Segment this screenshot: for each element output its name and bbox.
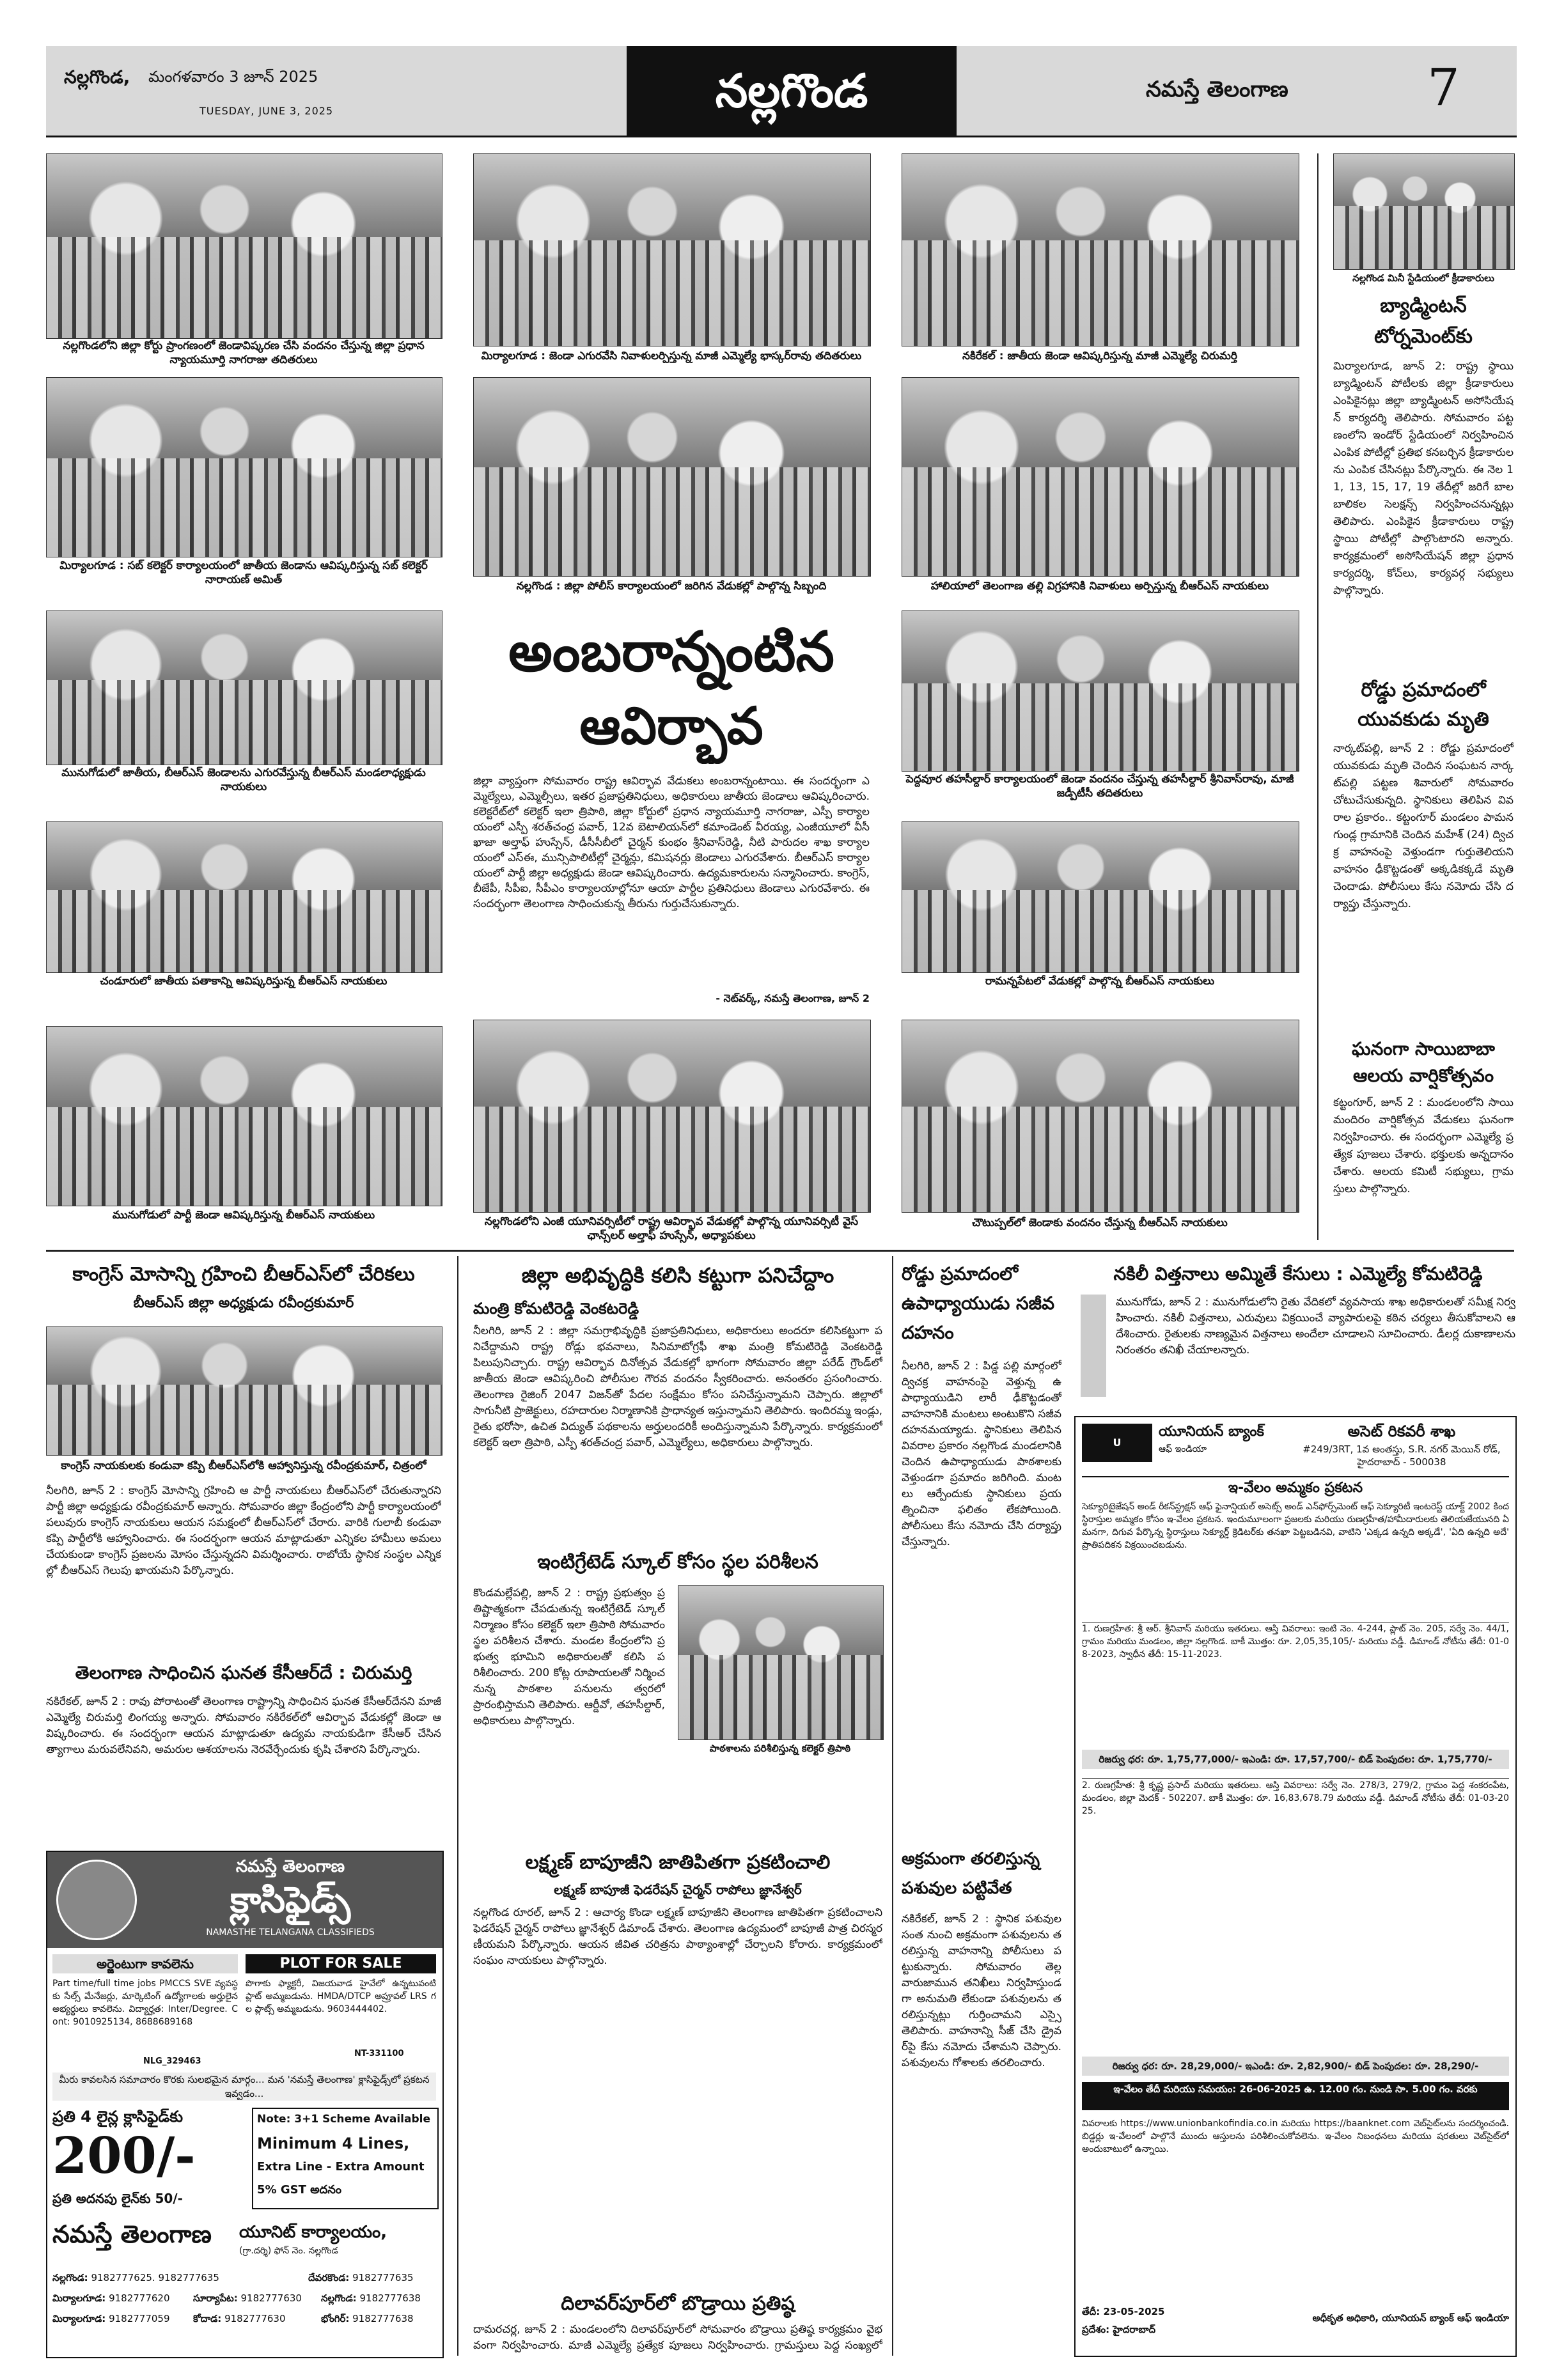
contact-city: మిర్యాలగూడ: — [52, 2313, 106, 2324]
photo-caption: నల్లగొండ మినీ స్టేడియంలో క్రీడాకారులు — [1352, 272, 1494, 284]
photo-munugodu-party — [46, 1026, 442, 1206]
classified-office-sub: (గ్రా.దర్శి) ఫోన్ నెం. నల్లగొండ — [239, 2246, 338, 2256]
masthead-date-en: TUESDAY, JUNE 3, 2025 — [200, 105, 334, 117]
photo-caption: నకిరేకల్ : జాతీయ జెండా ఆవిష్కరిస్తున్న మాజీ ఎమ్మెల్యే చిరుమర్తి — [962, 350, 1237, 362]
classified-strip: మీరు కావలసిన సమాచారం కొరకు సులభమైన మార్గం... మన 'నమస్తే తెలంగాణ' క్లాసిఫైడ్స్‌లో ప్రకటన ఇవ్వడం... — [52, 2073, 436, 2101]
classified-note-1: Note: 3+1 Scheme Available — [257, 2113, 430, 2126]
photo-ramannapeta — [902, 821, 1299, 973]
lead-byline: - నెట్‌వర్క్, నమస్తే తెలంగాణ, జూన్ 2 — [716, 992, 870, 1004]
classified-col2-body: పొగాకు ఫ్యాక్టరీ, విజయవాడ హైవేలో ఉన్నటువంటి ప్లాట్ అమ్మబడును. HMDA/DTCP అప్రూవల్ LRS గల ప్లాట్స్ అమ్మబడును. 9603444402. — [246, 1979, 436, 2014]
story-subheading: మంత్రి కోమటిరెడ్డి వెంకటరెడ్డి — [473, 1300, 639, 1318]
contact-phone: 9182777635 — [352, 2272, 414, 2283]
contact-phone: 9182777630 — [224, 2313, 286, 2324]
section-divider — [46, 1250, 1514, 1252]
photo-peddavura — [902, 611, 1299, 772]
lead-headline-1: అంబరాన్నంటిన — [508, 619, 834, 684]
accident-heading-2: యువకుడు మృతి — [1357, 708, 1489, 731]
story-body: నీలగిరి, జూన్ 2 : జిల్లా సమగ్రాభివృద్ధికి ప్రజాప్రతినిధులు, అధికారులు అందరూ కలిసికట్టుగా పనిచేద్దామని రాష్ట్ర రోడ్లు భవనాలు, సినిమాటోగ్రఫీ శాఖ మంత్రి కోమటిరెడ్డి వెంకటరెడ్డి పిలుపునిచ్చారు. రాష్ట్ర ఆవిర్భావ దినోత్సవ వేడుకల్లో భాగంగా సోమవారం జిల్లా పరేడ్ గ్రౌండ్‌లో జాతీయ జెండా ఆవిష్కరించి పోలీసుల గౌరవ వందనం స్వీకరించారు. అనంతరం ప్రసంగించారు. తెలంగాణ రైజింగ్ 2047 విజన్‌తో పేదల సంక్షేమం కోసం పనిచేస్తున్నామని చెప్పారు. జిల్లాలో సాగునీటి ప్రాజెక్టులు, రహదారుల నిర్మాణానికి ప్రాధాన్యత ఇస్తున్నామని తెలిపారు. ఇందిరమ్మ ఇండ్లు, రైతు భరోసా, ఉచిత విద్యుత్ పథకాలను అర్హులందరికీ అందిస్తున్నామని పేర్కొన్నారు. కార్యక్రమంలో కలెక్టర్ ఇలా త్రిపాఠి, ఎస్పీ శరత్‌చంద్ర పవార్, ఎమ్మెల్యేలు, అధికారులు పాల్గొన్నారు. — [473, 1325, 882, 1449]
photo-caption: మునుగోడులో జాతీయ, బీఆర్ఎస్ జెండాలను ఎగురవేస్తున్న బీఆర్ఎస్ మండలాధ్యక్షుడు నాయకులు — [61, 766, 426, 793]
classified-logo-seal — [56, 1860, 137, 1940]
contact-row — [321, 2308, 414, 2329]
contact-phone: 9182777638 — [352, 2313, 414, 2324]
bank-sub: ఆఫ్ ఇండియా — [1159, 1444, 1207, 1454]
classified-price: 200/- — [52, 2127, 196, 2185]
contact-row — [321, 2288, 421, 2308]
classified-office-label: యూనిట్ కార్యాలయం, — [239, 2223, 387, 2242]
story-body: దామరచర్ల, జూన్ 2 : మండలంలోని దిలావర్‌పూర్‌లో సోమవారం బొడ్రాయి ప్రతిష్ఠ కార్యక్రమం వైభవంగా నిర్వహించారు. మాజీ ఎమ్మెల్యే ప్రత్యేక పూజలు నిర్వహించారు. గ్రామస్తులు పెద్ద సంఖ్యలో — [473, 2323, 882, 2352]
photo-nakrekal — [902, 153, 1299, 346]
sport-body: మిర్యాలగూడ, జూన్ 2: రాష్ట్ర స్థాయి బ్యాడ్మింటన్ పోటీలకు జిల్లా క్రీడాకారులు ఎంపికైనట్లు జిల్లా బ్యాడ్మింటన్ అసోసియేషన్ కార్యదర్శి తెలిపారు. సోమవారం పట్టణంలోని ఇండోర్ స్టేడియంలో నిర్వహించిన ఎంపిక పోటీల్లో ప్రతిభ కనబర్చిన క్రీడాకారులను ఎంపిక చేసినట్లు పేర్కొన్నారు. ఈ నెల 11, 13, 15, 17, 19 తేదీల్లో జరిగే బాలబాలికల సెలక్షన్స్ నిర్వహించనున్నట్లు తెలిపారు. ఎంపికైన క్రీడాకారులు రాష్ట్ర స్థాయి పోటీల్లో పాల్గొంటారని అన్నారు. కార్యక్రమంలో అసోసియేషన్ జిల్లా ప్రధాన కార్యదర్శి, కోచ్‌లు, కార్యవర్గ సభ్యులు పాల్గొన్నారు. — [1333, 360, 1514, 597]
contact-city: కోదాడ: — [193, 2313, 222, 2324]
story-body: కొండమల్లేపల్లి, జూన్ 2 : రాష్ట్ర ప్రభుత్వం ప్రతిష్టాత్మకంగా చేపడుతున్న ఇంటిగ్రేటెడ్ స్కూల్ నిర్మాణం కోసం కలెక్టర్ ఇలా త్రిపాఠి సోమవారం స్థల పరిశీలన చేశారు. మండల కేంద్రంలోని ప్రభుత్వ భూమిని అధికారులతో కలిసి పరిశీలించారు. 200 కోట్ల రూపాయలతో నిర్మించనున్న పాఠశాల పనులను త్వరలో ప్రారంభిస్తామని తెలిపారు. ఆర్డీవో, తహసీల్దార్, అధికారులు పాల్గొన్నారు. — [473, 1587, 665, 1727]
notice-sign-place: ప్రదేశం: హైదరాబాద్ — [1082, 2324, 1156, 2335]
classified-col2-code: NT-331100 — [354, 2049, 404, 2058]
notice-sign-date: తేదీ: 23-05-2025 — [1082, 2306, 1165, 2317]
photo-miryalaguda — [473, 153, 871, 346]
masthead-city: నల్లగొండ, — [64, 66, 130, 88]
notice-item-1-reserve: రిజర్వు ధర: రూ. 1,75,77,000/- ఇఎండి: రూ. 17,57,700/- బిడ్ పెంపుదల: రూ. 1,75,770/- — [1082, 1750, 1509, 1769]
photo-caption: నల్లగొండ : జిల్లా పోలీస్ కార్యాలయంలో జరిగిన వేడుకల్లో పాల్గొన్న సిబ్బంది — [516, 580, 827, 593]
temple-heading-1: ఘనంగా సాయిబాబా — [1352, 1038, 1495, 1059]
photo-caption: మిర్యాలగూడ : సబ్ కలెక్టర్ కార్యాలయంలో జాతీయ జెండాను ఆవిష్కరిస్తున్న సబ్ కలెక్టర్ నారాయణ్ అమిత్ — [59, 559, 428, 586]
photo-caption: కాంగ్రెస్ నాయకులకు కండువా కప్పి బీఆర్ఎస్‌లోకి ఆహ్వానిస్తున్న రవీంద్రకుమార్, చిత్రంలో — [61, 1459, 426, 1472]
story-heading: లక్ష్మణ్ బాపూజీని జాతిపితగా ప్రకటించాలి — [525, 1851, 831, 1874]
story-body: నల్లగొండ రూరల్, జూన్ 2 : ఆచార్య కొండా లక్ష్మణ్ బాపూజీని తెలంగాణ జాతిపితగా ప్రకటించాలని ఫెడరేషన్ చైర్మన్ రాపోలు జ్ఞానేశ్వర్ డిమాండ్ చేశారు. తెలంగాణ ఉద్యమంలో బాపూజీ పాత్ర చిరస్మరణీయమని పేర్కొన్నారు. ఆయన జీవిత చరిత్రను పాఠ్యాంశాల్లో చేర్చాలని కోరారు. కార్యక్రమంలో సంఘం నాయకులు పాల్గొన్నారు. — [473, 1906, 882, 1967]
contact-row — [52, 2308, 170, 2329]
photo-caption: రామన్నపేటలో వేడుకల్లో పాల్గొన్న బీఆర్ఎస్ నాయకులు — [985, 975, 1215, 988]
photo-caption: హాలియాలో తెలంగాణ తల్లి విగ్రహానికి నివాళులు అర్పిస్తున్న బీఆర్ఎస్ నాయకులు — [930, 580, 1269, 593]
branch-title: అసెట్ రికవరీ శాఖ — [1347, 1422, 1456, 1440]
story-subheading: లక్ష్మణ్ బాపూజీ ఫెడరేషన్ చైర్మన్ రాపోలు జ్ఞానేశ్వర్ — [554, 1882, 802, 1897]
notice-item-1: 1. రుణగ్రహీత: శ్రీ ఆర్. శ్రీనివాస్ మరియు ఇతరులు. ఆస్తి వివరాలు: ఇంటి నెం. 4-244, ప్లాట్ నెం. 205, సర్వే నెం. 44/1, గ్రామం మరియు మండలం, జిల్లా నల్లగొండ. బాకీ మొత్తం: రూ. 2,05,35,105/- మరియు వడ్డీ. డిమాండ్ నోటీసు తేదీ: 01-08-2023, స్వాధీన తేదీ: 15-11-2023. — [1082, 1622, 1509, 1744]
column-divider — [457, 1256, 458, 2356]
story-body: మునుగోడు, జూన్ 2 : మునుగోడులోని రైతు వేదికలో వ్యవసాయ శాఖ అధికారులతో సమీక్ష నిర్వహించారు. నకిలీ విత్తనాలు, ఎరువులు విక్రయించే వ్యాపారులపై కఠిన చర్యలు తీసుకోవాలని ఆదేశించారు. రైతులకు నాణ్యమైన విత్తనాలు అందేలా చూడాలని సూచించారు. డీలర్ల దుకాణాలను నిరంతరం తనిఖీ చేయాలన్నారు. — [1116, 1296, 1515, 1357]
lead-body: జిల్లా వ్యాప్తంగా సోమవారం రాష్ట్ర ఆవిర్భావ వేడుకలు అంబరాన్నంటాయి. ఈ సందర్భంగా ఎమ్మెల్యేలు, ఎమ్మెల్సీలు, ఇతర ప్రజాప్రతినిధులు, అధికారులు జాతీయ జెండాలు ఆవిష్కరించారు. కలెక్టరేట్‌లో కలెక్టర్ ఇలా త్రిపాఠి, జిల్లా కోర్టులో ప్రధాన న్యాయమూర్తి నాగరాజు, ఎస్పీ కార్యాలయంలో ఎస్పీ శరత్‌చంద్ర పవార్, 12వ బెటాలియన్‌లో కమాండెంట్ వీరయ్య, ఎంజీయూలో వీసీ ఖాజా అల్తాఫ్ హుస్సేన్, డీసీసీబీలో చైర్మన్ కుంభం శ్రీనివాస్‌రెడ్డి, నీటి పారుదల శాఖ కార్యాలయంలో ఎస్‌ఈ, మున్సిపాలిటీల్లో చైర్మన్లు, కమిషనర్లు జెండాలు ఎగురవేశారు. బీఆర్ఎస్ కార్యాలయంలో పార్టీ జిల్లా అధ్యక్షుడు జెండా ఆవిష్కరించారు. ఉద్యమకారులను సన్మానించారు. కాంగ్రెస్, బీజేపీ, సీపీఐ, సీపీఎం కార్యాలయాల్లోనూ ఆయా పార్టీల ప్రతినిధులు జెండాలు ఎగురవేశారు. ఈ సందర్భంగా తెలంగాణ సాధించుకున్న తీరును గుర్తుచేసుకున్నారు. — [473, 775, 870, 910]
temple-body: కట్టంగూర్, జూన్ 2 : మండలంలోని సాయి మందిరం వార్షికోత్సవ వేడుకలు ఘనంగా నిర్వహించారు. ఈ సందర్భంగా ఎమ్మెల్యే ప్రత్యేక పూజలు చేశారు. భక్తులకు అన్నదానం చేశారు. ఆలయ కమిటీ సభ్యులు, గ్రామస్తులు పాల్గొన్నారు. — [1333, 1096, 1514, 1195]
story-heading: దిలావర్‌పూర్‌లో బొడ్రాయి ప్రతిష్ఠ — [561, 2292, 795, 2315]
page-number: 7 — [1427, 58, 1460, 117]
story-body: నీలగిరి, జూన్ 2 : పిడ్డ పల్లి మార్గంలో ద్విచక్ర వాహనంపై వెళ్తున్న ఉపాధ్యాయుడిని లారీ ఢీకొట్టడంతో వాహనానికి మంటలు అంటుకొని సజీవ దహనమయ్యాడు. స్థానికులు తెలిపిన వివరాల ప్రకారం నల్లగొండ మండలానికి చెందిన ఉపాధ్యాయుడు పాఠశాలకు వెళ్తుండగా ప్రమాదం జరిగింది. మంటలు ఆర్పేందుకు స్థానికులు ప్రయత్నించినా ఫలితం లేకపోయింది. పోలీసులు కేసు నమోదు చేసి దర్యాప్తు చేస్తున్నారు. — [902, 1360, 1061, 1548]
photo-chandur — [46, 821, 442, 973]
photo-caption: మునుగోడులో పార్టీ జెండా ఆవిష్కరిస్తున్న బీఆర్ఎస్ నాయకులు — [112, 1209, 375, 1222]
story-heading: నకిలీ విత్తనాలు అమ్మితే కేసులు : ఎమ్మెల్యే కోమటిరెడ్డి — [1113, 1263, 1483, 1284]
contact-row — [52, 2288, 170, 2308]
column-divider — [1317, 153, 1318, 1240]
photo-joining — [46, 1326, 442, 1456]
story-heading: రోడ్డు ప్రమాదంలో ఉపాధ్యాయుడు సజీవ దహనం — [902, 1263, 1055, 1343]
photo-caption: చండూరులో జాతీయ పతాకాన్ని ఆవిష్కరిస్తున్న బీఆర్ఎస్ నాయకులు — [100, 975, 387, 988]
contact-phone: 9182777638 — [359, 2292, 421, 2304]
lead-headline-2: ఆవిర్భావ — [579, 696, 763, 756]
photo-caption: పెద్దవూర తహసీల్దార్ కార్యాలయంలో జెండా వందనం చేస్తున్న తహసీల్దార్ శ్రీనివాస్‌రావు, మాజీ జడ్పీటీసీ తదితరులు — [905, 773, 1294, 800]
photo-court-flag — [46, 153, 442, 339]
contact-city: సూర్యాపేట: — [193, 2292, 238, 2304]
contact-phone: 9182777630 — [240, 2292, 302, 2304]
classified-extra-line: ప్రతి అదనపు లైన్‌కు 50/- — [52, 2191, 183, 2206]
sport-heading: బ్యాడ్మింటన్ టోర్నమెంట్‌కు — [1374, 295, 1473, 348]
paper-name: నమస్తే తెలంగాణ — [1146, 77, 1288, 102]
story-heading: ఇంటిగ్రేటెడ్ స్కూల్ కోసం స్థల పరిశీలన — [537, 1551, 818, 1573]
contact-city: నల్లగొండ: — [52, 2272, 88, 2283]
story-heading: అక్రమంగా తరలిస్తున్న పశువుల పట్టివేత — [902, 1849, 1040, 1898]
photo-caption: మిర్యాలగూడ : జెండా ఎగురవేసి నివాళులర్పిస్తున్న మాజీ ఎమ్మెల్యే భాస్కర్‌రావు తదితరులు — [481, 350, 862, 362]
accident-heading-1: రోడ్డు ప్రమాదంలో — [1361, 679, 1486, 701]
classified-banner — [47, 1852, 442, 1948]
photo-school-site — [678, 1585, 884, 1740]
classified-title: క్లాసిఫైడ్స్ — [230, 1879, 351, 1921]
classified-note-2: Minimum 4 Lines, — [257, 2135, 410, 2152]
photo-choutuppal — [902, 1020, 1299, 1213]
contact-phone: 9182777059 — [109, 2313, 170, 2324]
photo-caption: నల్లగొండలోని జిల్లా కోర్టు ప్రాంగణంలో జెండావిష్కరణ చేసి వందనం చేస్తున్న జిల్లా ప్రధాన న్యాయమూర్తి నాగరాజు తదితరులు — [63, 339, 425, 366]
story-subheading: బీఆర్ఎస్ జిల్లా అధ్యక్షుడు రవీంద్రకుమార్ — [133, 1295, 354, 1311]
contact-city: దేవరకొండ: — [308, 2272, 350, 2283]
classified-note-3: Extra Line - Extra Amount — [257, 2160, 425, 2174]
photo-munugodu-flags — [46, 611, 442, 765]
contact-row — [193, 2308, 286, 2329]
notice-item-2-reserve: రిజర్వు ధర: రూ. 28,29,000/- ఇఎండి: రూ. 2,82,900/- బిడ్ పెంపుదల: రూ. 28,290/- — [1082, 2057, 1509, 2076]
classified-contacts — [52, 2267, 436, 2351]
photo-police-office — [473, 377, 871, 577]
story-body: నకిరేకల్, జూన్ 2 : స్థానిక పశువుల సంత నుంచి అక్రమంగా పశువులను తరలిస్తున్న వాహనాన్ని పోలీసులు పట్టుకున్నారు. సోమవారం తెల్లవారుజామున తనిఖీలు నిర్వహిస్తుండగా అనుమతి లేకుండా పశువులను తరలిస్తున్నట్లు గుర్తించామని ఎస్సై తెలిపారు. వాహనాన్ని సీజ్ చేసి డ్రైవర్‌పై కేసు నమోదు చేశామని చెప్పారు. పశువులను గోశాలకు తరలించారు. — [902, 1913, 1061, 2069]
masthead-date-te: మంగళవారం 3 జూన్ 2025 — [148, 68, 318, 86]
bank-notice — [1074, 1416, 1517, 2357]
photo-caption: చౌటుప్పల్‌లో జెండాకు వందనం చేస్తున్న బీఆర్ఎస్ నాయకులు — [972, 1217, 1228, 1229]
classified-office-brand: నమస్తే తెలంగాణ — [52, 2220, 212, 2248]
classified-col1-code: NLG_329463 — [143, 2057, 201, 2066]
story-body: నీలగిరి, జూన్ 2 : కాంగ్రెస్ మోసాన్ని గ్రహించి ఆ పార్టీ నాయకులు బీఆర్ఎస్‌లో చేరుతున్నారని పార్టీ జిల్లా అధ్యక్షుడు రవీంద్రకుమార్ అన్నారు. సోమవారం జిల్లా కేంద్రంలోని పార్టీ కార్యాలయంలో పలువురు కాంగ్రెస్ నాయకులు ఆయన సమక్షంలో బీఆర్ఎస్‌లో చేరారు. వారికి గులాబీ కండువా కప్పి పార్టీలోకి ఆహ్వానించారు. ఈ సందర్భంగా ఆయన మాట్లాడుతూ ఎన్నికల హామీలు అమలు చేయకుండా కాంగ్రెస్ ప్రజలను మోసం చేస్తున్నదని విమర్శించారు. రాబోయే స్థానిక సంస్థల ఎన్నికల్లో బీఆర్ఎస్ గెలుపు ఖాయమని పేర్కొన్నారు. — [46, 1484, 441, 1577]
photo-sports-players — [1333, 153, 1515, 270]
story-body: నకిరేకల్, జూన్ 2 : రావు పోరాటంతో తెలంగాణ రాష్ట్రాన్ని సాధించిన ఘనత కేసీఆర్‌దేనని మాజీ ఎమ్మెల్యే చిరుమర్తి లింగయ్య అన్నారు. సోమవారం నకిరేకల్‌లో ఆవిర్భావ వేడుకల్లో జెండా ఆవిష్కరించారు. ఈ సందర్భంగా ఆయన మాట్లాడుతూ ఉద్యమ నాయకుడిగా కేసీఆర్ చేసిన త్యాగాలు మరువలేనివని, అమరుల ఆశయాలను నెరవేర్చేందుకు కృషి చేశారని పేర్కొన్నారు. — [46, 1695, 441, 1756]
notice-intro: సెక్యూరిటైజేషన్ అండ్ రీకన్‌స్ట్రక్షన్ ఆఫ్ ఫైనాన్షియల్ అసెట్స్ అండ్ ఎన్‌ఫోర్స్‌మెంట్ ఆఫ్ సెక్యూరిటీ ఇంటరెస్ట్ యాక్ట్ 2002 కింద స్థిరాస్తుల అమ్మకం కోసం ఇ-వేలం ప్రకటన. ఇందుమూలంగా ప్రజలకు మరియు రుణగ్రహీత/హామీదారులకు తెలియజేయునది ఏమనగా, దిగువ పేర్కొన్న స్థిరాస్తులు సెక్యూర్డ్ క్రెడిటర్‌కు తనఖా పెట్టబడినవి, వాటిని 'ఎక్కడ ఉన్నది అక్కడే', 'ఏది ఉన్నది అదే' ప్రాతిపదికన విక్రయించబడును. — [1082, 1502, 1509, 1550]
photo-caption: పాఠశాలను పరిశీలిస్తున్న కలెక్టర్ త్రిపాఠి — [709, 1743, 851, 1754]
contact-city: మిర్యాలగూడ: — [52, 2292, 106, 2304]
story-quote-block — [1081, 1295, 1106, 1397]
contact-city: భోంగిర్: — [321, 2313, 350, 2324]
contact-row — [308, 2267, 414, 2288]
contact-row — [193, 2288, 302, 2308]
column-divider — [892, 1256, 893, 2356]
classified-col1-body: Part time/full time jobs PMCCS SVE వ్యవస్థకు సేల్స్ మేనేజర్లు, మార్కెటింగ్ ఉద్యోగాలకు అర్హులైన అభ్యర్థులు కావలెను. విద్యార్హత: Inter/Degree. Cont: 9010925134, 8688689168 — [52, 1979, 238, 2027]
classified-col2-head: PLOT FOR SALE — [246, 1954, 436, 1973]
bank-logo-mark: U — [1113, 1436, 1122, 1449]
bank-logo — [1082, 1424, 1152, 1462]
notice-title: ఇ-వేలం అమ్మకం ప్రకటన — [1082, 1476, 1509, 1499]
classified-note-4: 5% GST అదనం — [257, 2183, 341, 2197]
photo-haliya — [902, 377, 1299, 577]
classified-col1-head: అర్జెంటుగా కావలెను — [52, 1954, 238, 1973]
story-heading: జిల్లా అభివృద్ధికి కలిసి కట్టుగా పనిచేద్దాం — [521, 1263, 834, 1287]
classified-offer-line: ప్రతి 4 లైన్ల క్లాసిఫైడ్‌కు — [52, 2108, 184, 2126]
branch-address: #249/3RT, 1వ అంతస్తు, S.R. నగర్ మెయిన్ రోడ్, హైదరాబాద్ - 500038 — [1303, 1443, 1501, 1468]
classified-brand: నమస్తే తెలంగాణ — [235, 1857, 345, 1876]
bank-name: యూనియన్ బ్యాంక్ — [1159, 1424, 1264, 1440]
story-heading: తెలంగాణ సాధించిన ఘనత కేసీఆర్‌దే : చిరుమర్తి — [75, 1662, 412, 1683]
contact-city: నల్లగొండ: — [321, 2292, 357, 2304]
story-heading: కాంగ్రెస్ మోసాన్ని గ్రహించి బీఆర్ఎస్‌లో చేరికలు — [72, 1263, 415, 1286]
temple-heading-2: ఆలయ వార్షికోత్సవం — [1352, 1065, 1494, 1086]
contact-phone: 9182777620 — [109, 2292, 170, 2304]
notice-footer: వివరాలకు https://www.unionbankofindia.co.in మరియు https://baanknet.com వెబ్‌సైట్‌లను సందర్శించండి. బిడ్డర్లు ఇ-వేలంలో పాల్గొనే ముందు ఆస్తులను పరిశీలించుకోవలెను. ఇ-వేలం నిబంధనలు మరియు షరతులు వెబ్‌సైట్‌లో అందుబాటులో ఉన్నాయి. — [1082, 2119, 1509, 2154]
contact-row — [52, 2267, 219, 2288]
photo-caption: నల్లగొండలోని ఎంజీ యూనివర్సిటీలో రాష్ట్ర ఆవిర్భావ వేడుకల్లో పాల్గొన్న యూనివర్సిటీ వైస్ ఛాన్స్‌లర్ అల్తాఫ్ హుస్సేన్, అధ్యాపకులు — [484, 1215, 859, 1242]
accident-body: నార్కట్‌పల్లి, జూన్ 2 : రోడ్డు ప్రమాదంలో యువకుడు మృతి చెందిన సంఘటన నార్కట్‌పల్లి పట్టణ శివారులో సోమవారం చోటుచేసుకున్నది. స్థానికులు తెలిపిన వివరాల ప్రకారం.. కట్టంగూర్ మండలం పామనగుండ్ల గ్రామానికి చెందిన మహేశ్ (24) ద్విచక్ర వాహనంపై వెళ్తుండగా గుర్తుతెలియని వాహనం ఢీకొట్టడంతో అక్కడికక్కడే మృతి చెందాడు. పోలీసులు కేసు నమోదు చేసి దర్యాప్తు చేస్తున్నారు. — [1333, 742, 1514, 910]
photo-mg-university — [473, 1020, 871, 1213]
photo-sub-collector — [46, 377, 442, 557]
masthead — [46, 46, 1517, 137]
classified-ad — [46, 1851, 444, 2358]
classified-note-box — [252, 2108, 439, 2209]
contact-phone: 9182777625. 9182777635 — [91, 2272, 219, 2283]
notice-auction-date: ఇ-వేలం తేదీ మరియు సమయం: 26-06-2025 ఉ. 12.00 గం. నుండి సా. 5.00 గం. వరకు — [1082, 2082, 1509, 2110]
classified-tagline: NAMASTHE TELANGANA CLASSIFIEDS — [206, 1927, 375, 1938]
section-title: నల్లగొండ — [627, 46, 957, 136]
notice-item-2: 2. రుణగ్రహీత: శ్రీ కృష్ణ ప్రసాద్ మరియు ఇతరులు. ఆస్తి వివరాలు: సర్వే నెం. 278/3, 279/2, గ్రామం పెద్ద శంకరంపేట, మండలం, జిల్లా మెదక్ - 502207. బాకీ మొత్తం: రూ. 16,83,678.79 మరియు వడ్డీ. డిమాండ్ నోటీసు తేదీ: 01-03-2025. — [1082, 1778, 1509, 2048]
notice-sign-name: అధీకృత అధికారి, యూనియన్ బ్యాంక్ ఆఫ్ ఇండియా — [1312, 2312, 1509, 2324]
